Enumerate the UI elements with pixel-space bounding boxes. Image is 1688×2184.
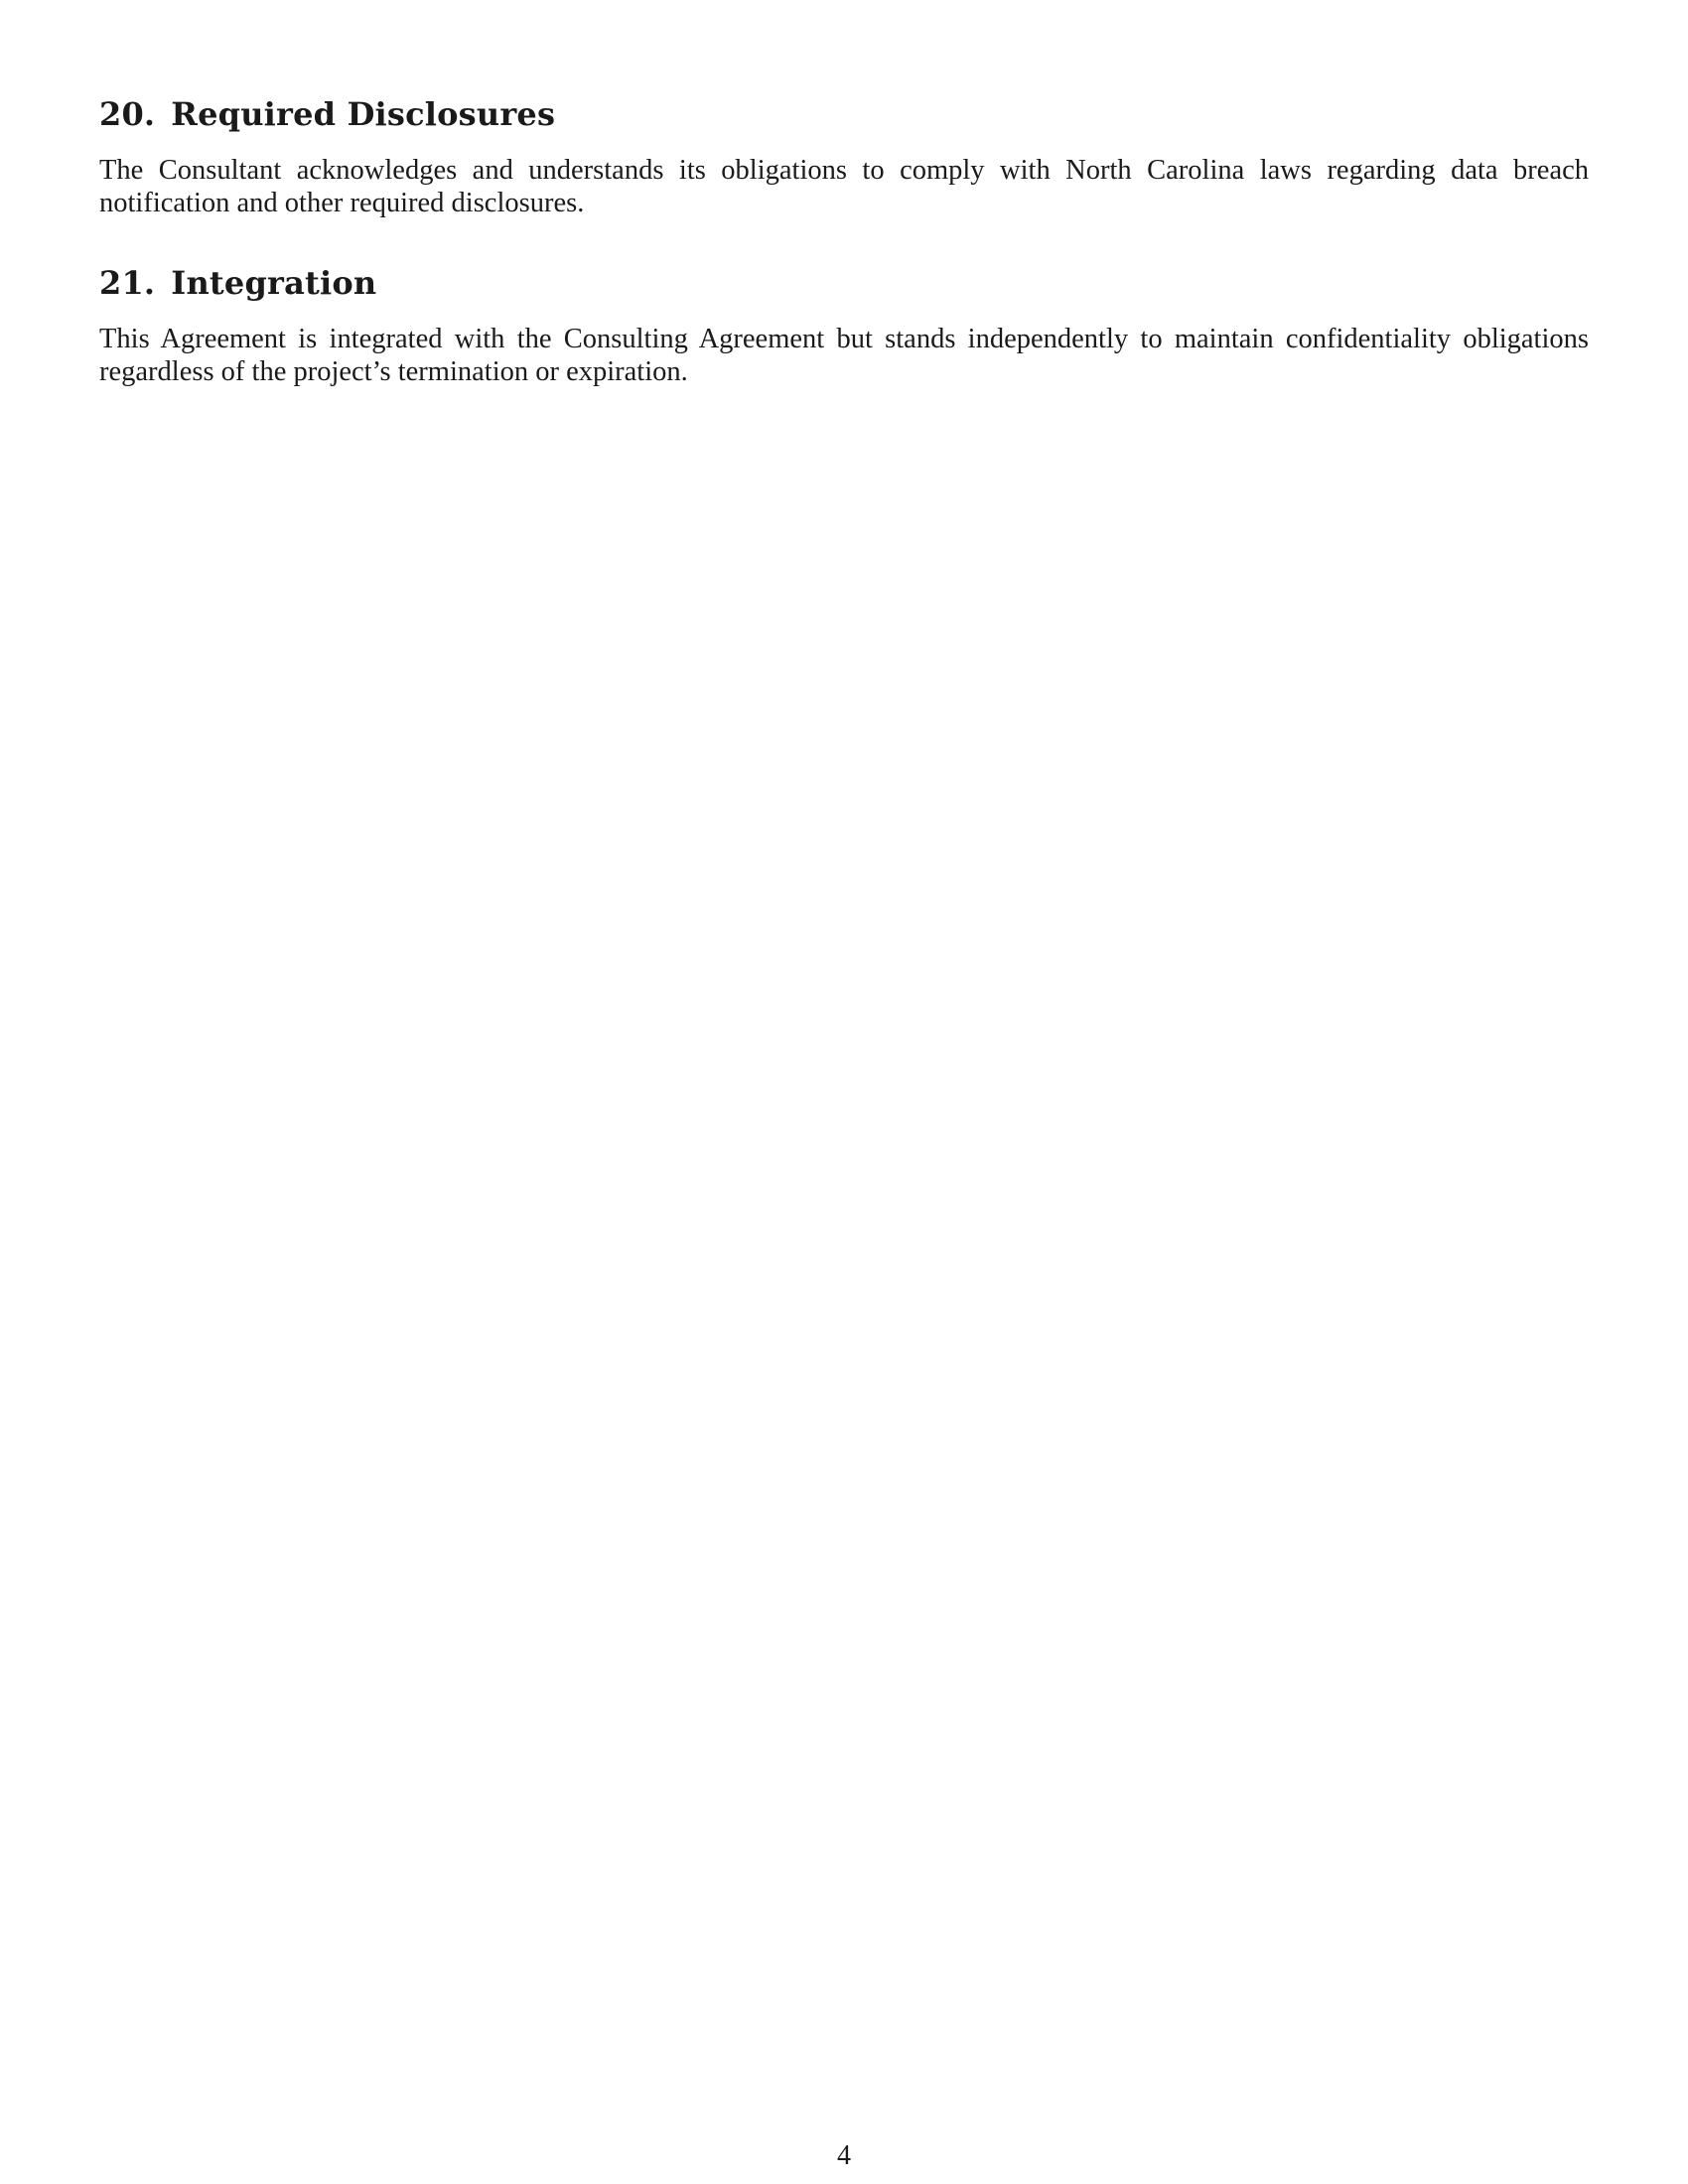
section-number: 20.: [99, 95, 156, 133]
section-title: Required Disclosures: [171, 95, 556, 133]
section-integration: [99, 263, 1589, 388]
section-title: Integration: [171, 264, 377, 302]
document-page: [99, 94, 1589, 432]
section-body: The Consultant acknowledges and understands its obligations to comply with North Carolina laws regarding data breach notification and other required disclosures.: [99, 155, 1589, 218]
section-required-disclosures: [99, 94, 1589, 219]
section-heading: [99, 263, 1589, 303]
page-number: 4: [837, 2140, 851, 2171]
section-heading: [99, 94, 1589, 134]
section-body: This Agreement is integrated with the Consulting Agreement but stands independently to maintain confidentiality obligations regardless of the project’s termination or expiration.: [99, 324, 1589, 387]
section-number: 21.: [99, 264, 156, 302]
